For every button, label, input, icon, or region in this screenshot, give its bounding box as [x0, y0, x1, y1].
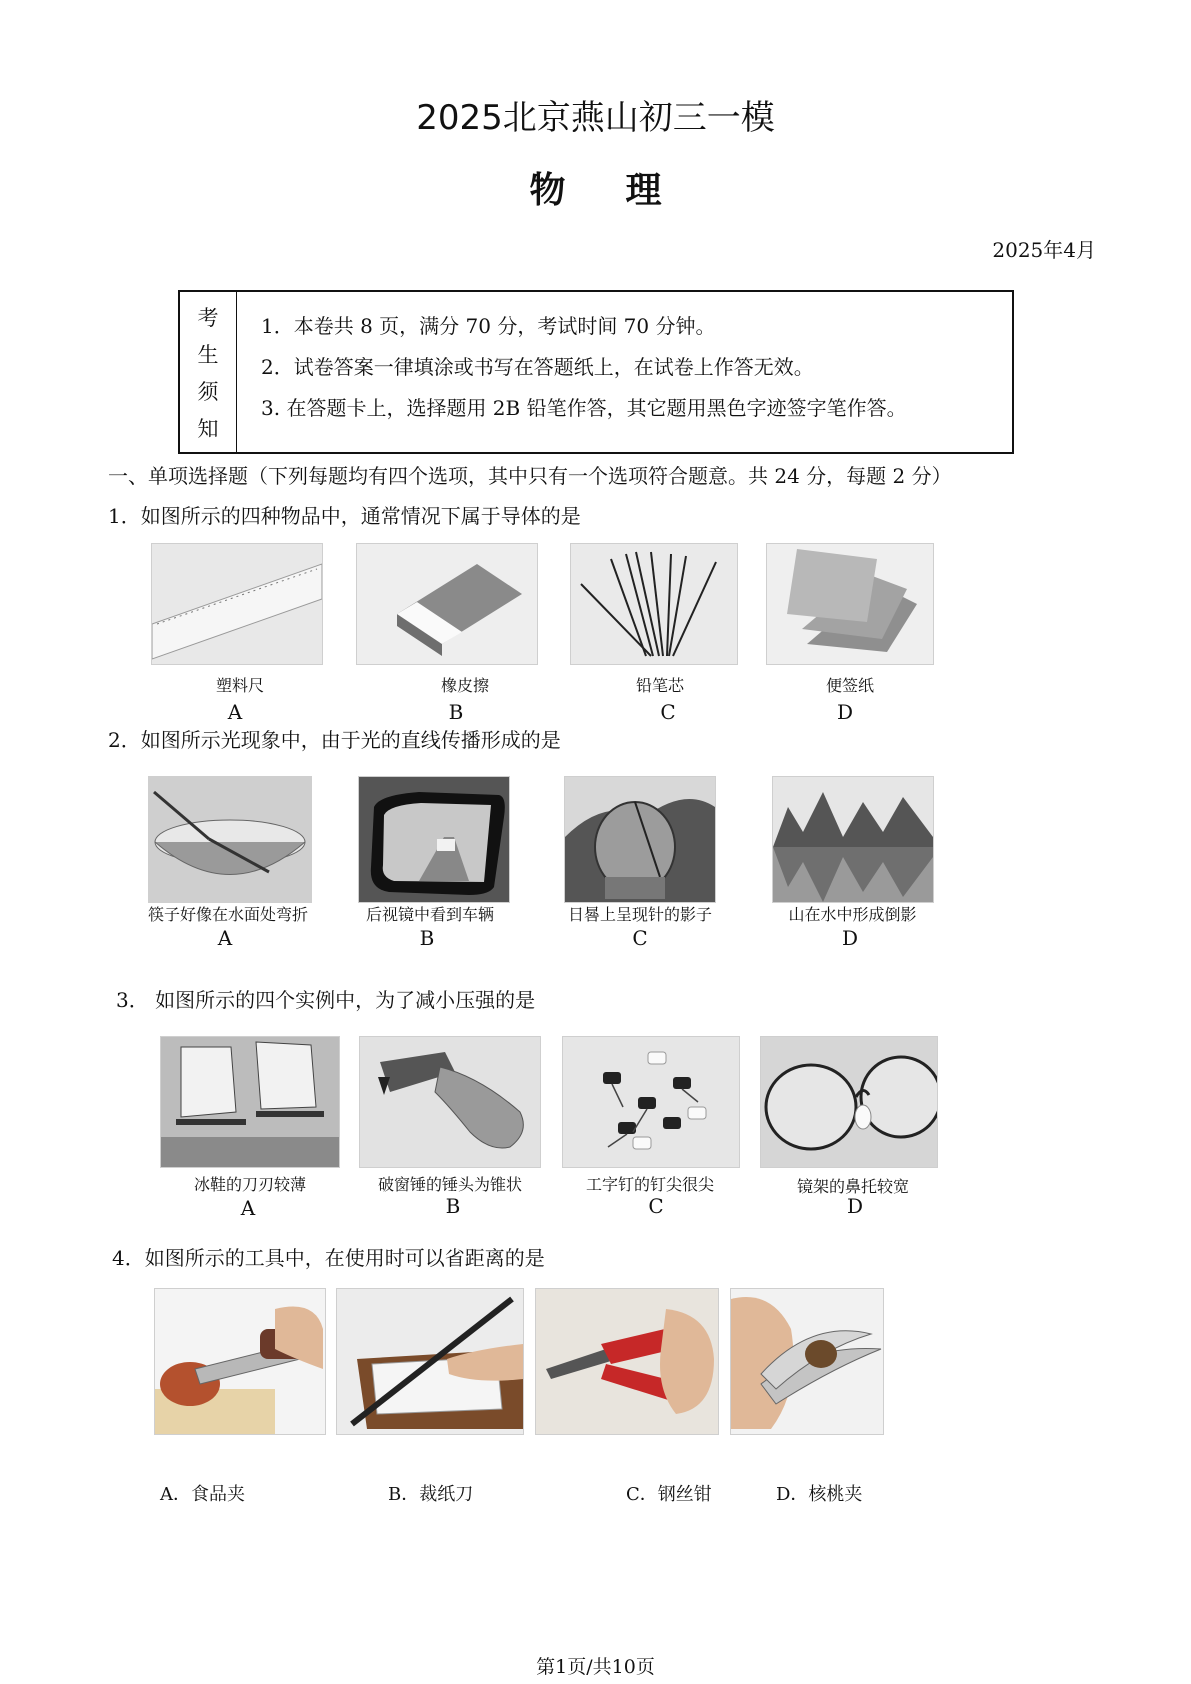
option-letter: D: [846, 1194, 864, 1218]
sundial-image: [564, 776, 716, 903]
notice-line: 1．本卷共 8 页，满分 70 分，考试时间 70 分钟。: [261, 314, 716, 338]
notice-box: [178, 290, 1014, 454]
option-letter: C: [648, 1194, 664, 1218]
option-letter: B: [445, 1194, 461, 1218]
notice-lines: [237, 292, 907, 452]
sticky-notes-image: [766, 543, 934, 665]
rear-mirror-image: [358, 776, 510, 903]
option-letter: A: [217, 926, 233, 950]
push-pins-image: [562, 1036, 740, 1168]
option-caption: 镜架的鼻托较宽: [796, 1177, 909, 1196]
option-caption: 破窗锤的锤头为锥状: [377, 1175, 522, 1194]
notice-side-label: [180, 292, 237, 452]
subject-title: 物理: [529, 169, 722, 211]
option-caption: 筷子好像在水面处弯折: [147, 905, 308, 924]
page-title: 2025北京燕山初三一模: [416, 98, 775, 138]
option-letter: D: [841, 926, 859, 950]
notice-line: 3. 在答题卡上，选择题用 2B 铅笔作答，其它题用黑色字迹签字笔作答。: [261, 396, 907, 420]
option-caption: 工字钉的钉尖很尖: [585, 1175, 714, 1194]
option-letter: C: [632, 926, 648, 950]
exam-date: 2025年4月: [992, 238, 1096, 262]
option-caption: 铅笔芯: [635, 676, 684, 695]
option-caption: B．裁纸刀: [388, 1484, 474, 1505]
nutcracker-image: [730, 1288, 884, 1435]
option-caption: 冰鞋的刀刃较薄: [193, 1175, 306, 1194]
notice-side-char: 生: [197, 342, 219, 367]
paper-cutter-image: [336, 1288, 524, 1435]
option-letter: A: [227, 700, 243, 724]
option-letter: A: [240, 1196, 256, 1220]
chopsticks-bowl-image: [148, 776, 312, 903]
glasses-image: [760, 1036, 938, 1168]
option-caption: A．食品夹: [160, 1484, 245, 1505]
safety-hammer-image: [359, 1036, 541, 1168]
option-caption: 后视镜中看到车辆: [365, 905, 494, 924]
eraser-image: [356, 543, 538, 665]
option-caption: 橡皮擦: [440, 676, 489, 695]
option-letter: C: [660, 700, 676, 724]
option-caption: 塑料尺: [215, 676, 264, 695]
option-letter: B: [419, 926, 435, 950]
food-tongs-image: [154, 1288, 326, 1435]
option-caption: 日晷上呈现针的影子: [567, 905, 712, 924]
section-heading: 一、单项选择题（下列每题均有四个选项，其中只有一个选项符合题意。共 24 分，每题 2 分）: [108, 464, 952, 488]
notice-line: 2．试卷答案一律填涂或书写在答题纸上，在试卷上作答无效。: [261, 355, 814, 379]
ice-skates-image: [160, 1036, 340, 1168]
pliers-image: [535, 1288, 719, 1435]
option-letter: B: [448, 700, 464, 724]
question-2-text: 2．如图所示光现象中，由于光的直线传播形成的是: [108, 728, 561, 752]
question-4-text: 4．如图所示的工具中，在使用时可以省距离的是: [112, 1246, 545, 1270]
ruler-image: [151, 543, 323, 665]
notice-side-char: 须: [197, 379, 219, 404]
option-caption: 山在水中形成倒影: [788, 905, 917, 924]
option-caption: 便签纸: [825, 676, 874, 695]
notice-side-char: 知: [197, 416, 219, 441]
option-caption: C．钢丝钳: [626, 1484, 712, 1505]
question-1-text: 1．如图所示的四种物品中，通常情况下属于导体的是: [108, 504, 581, 528]
mountain-reflection-image: [772, 776, 934, 903]
option-letter: D: [836, 700, 854, 724]
question-3-text: 3． 如图所示的四个实例中，为了减小压强的是: [116, 988, 536, 1012]
page-footer: 第1页/共10页: [536, 1656, 655, 1678]
notice-side-char: 考: [197, 305, 219, 330]
pencil-lead-image: [570, 543, 738, 665]
option-caption: D．核桃夹: [776, 1484, 863, 1505]
